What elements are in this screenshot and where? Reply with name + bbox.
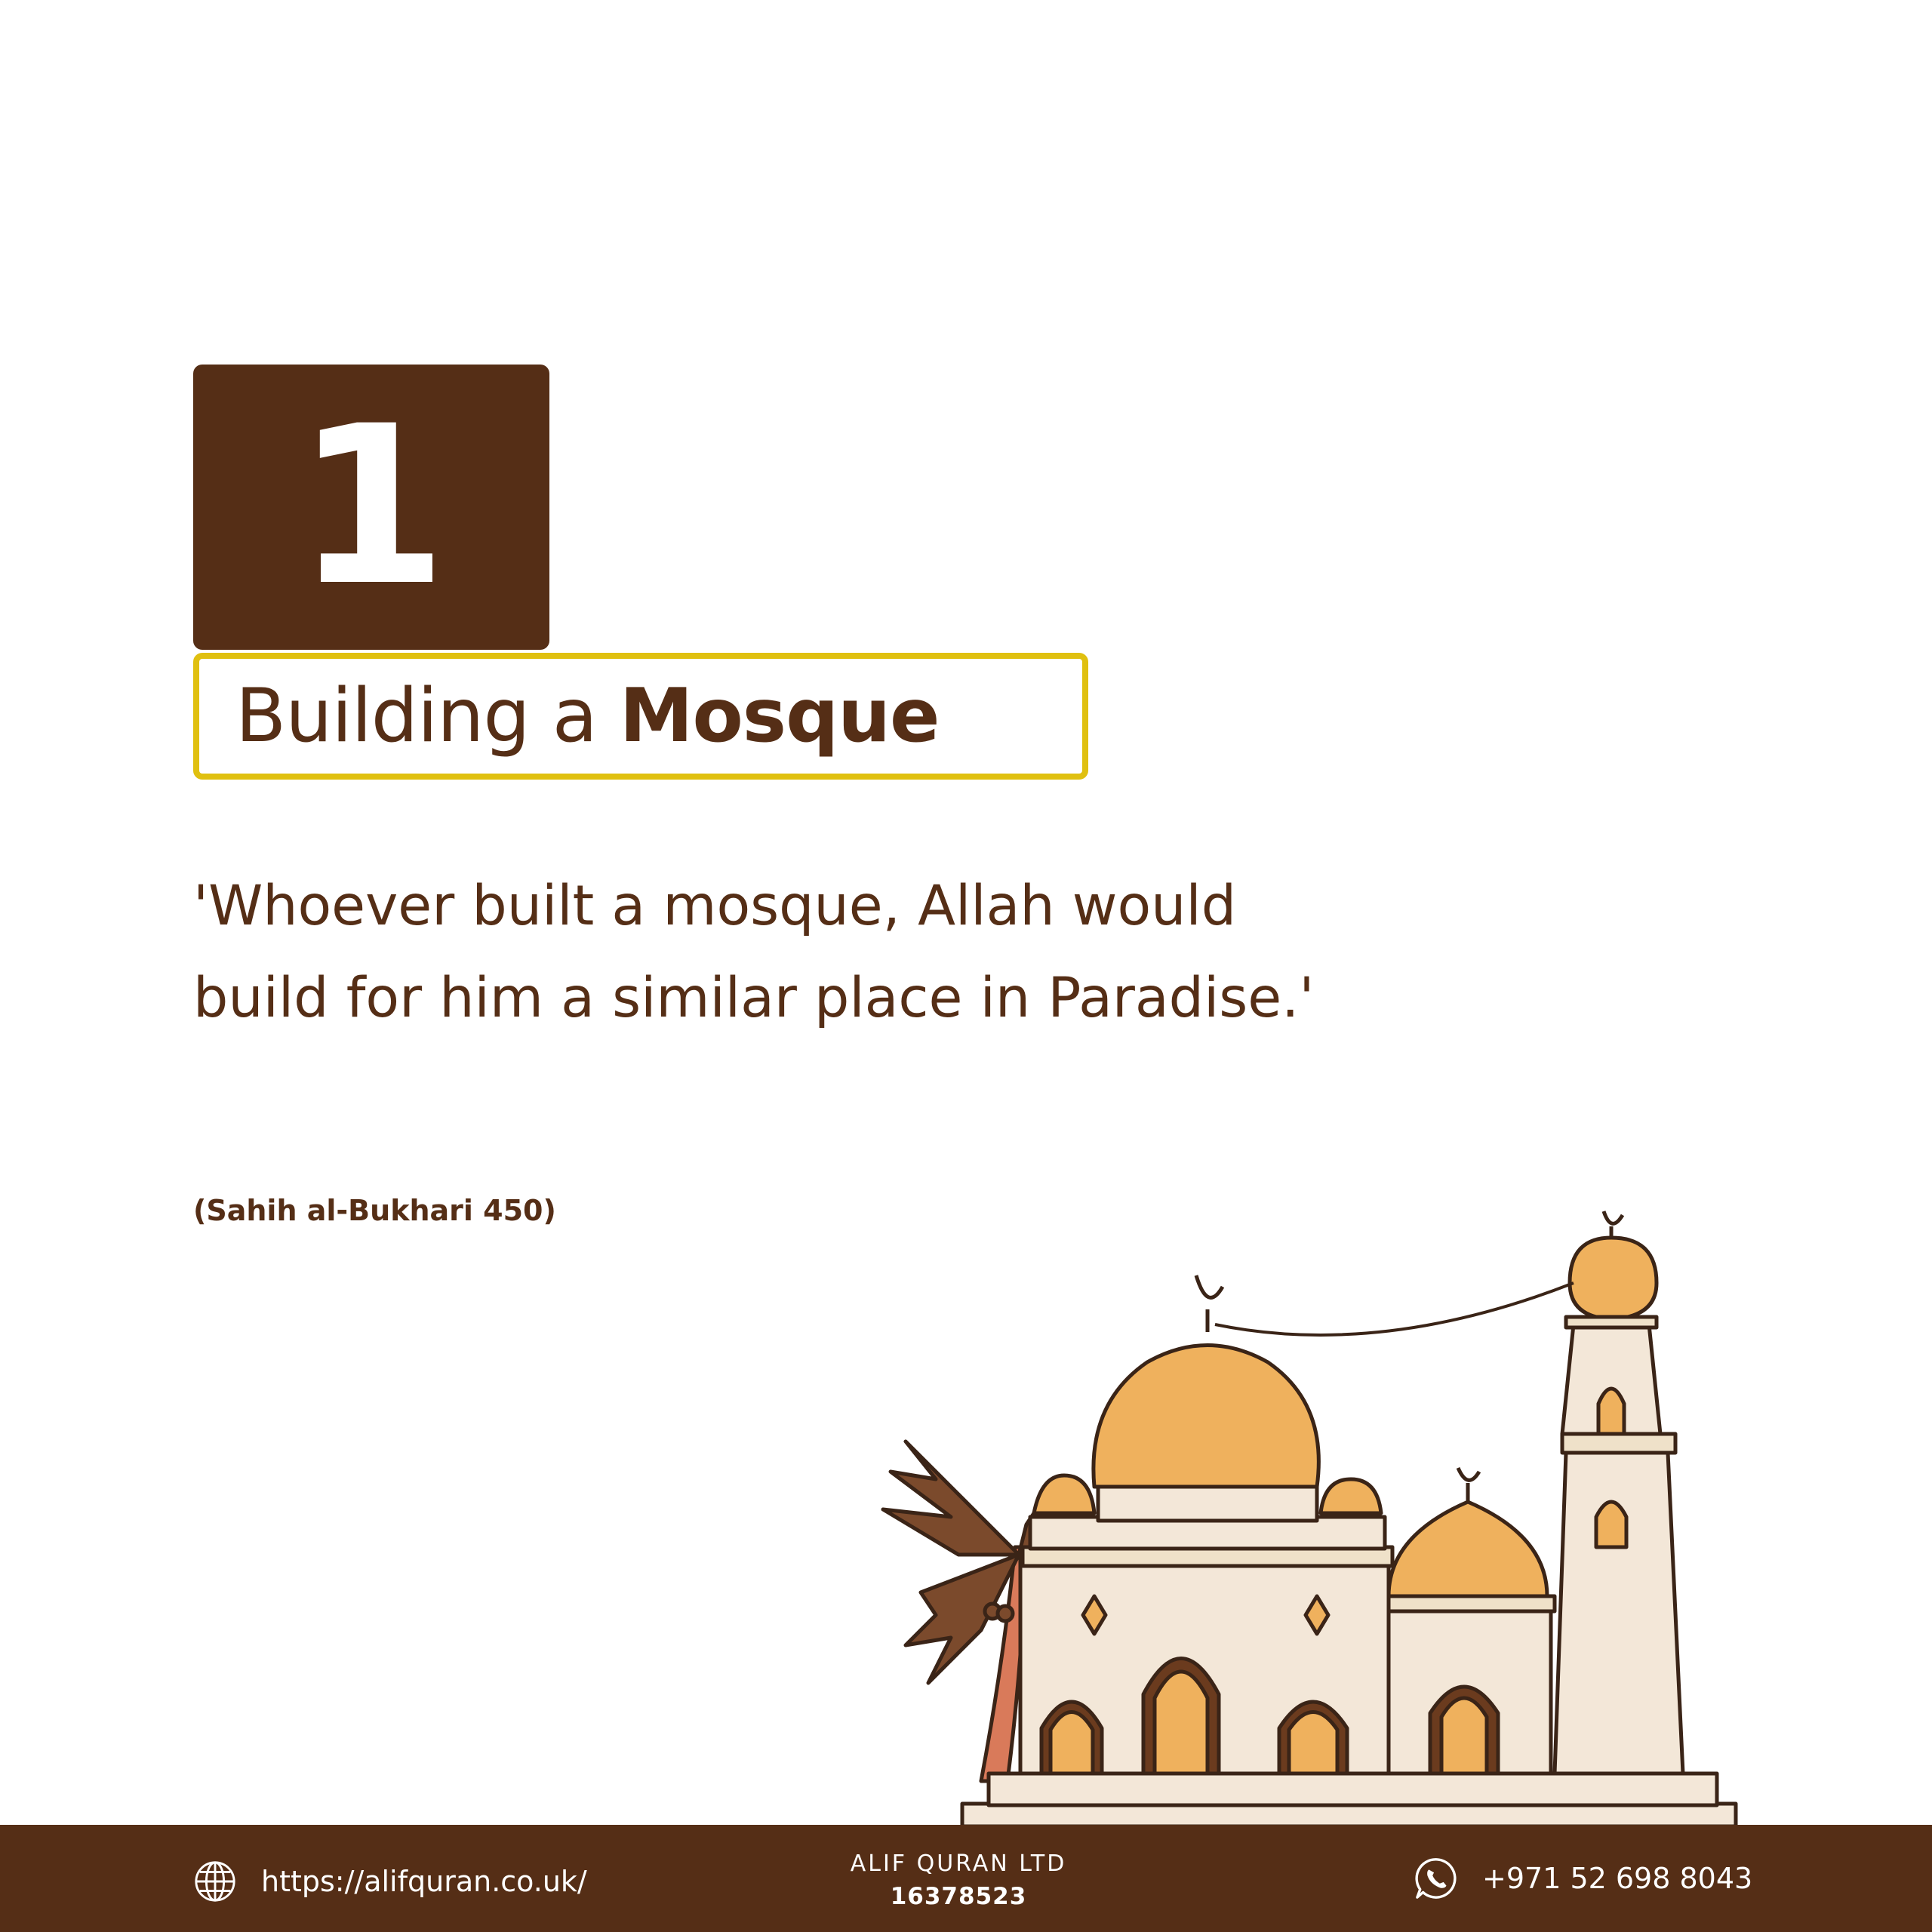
heading <box>235 673 940 759</box>
globe-icon <box>193 1860 237 1903</box>
registration-number: 16378523 <box>890 1883 1027 1910</box>
website-text[interactable]: https://alifquran.co.uk/ <box>261 1865 587 1898</box>
heading-bold: Mosque <box>619 673 940 759</box>
number-text: 1 <box>295 380 448 634</box>
number-badge <box>193 365 549 650</box>
website-link[interactable] <box>193 1860 587 1903</box>
phone-text[interactable]: +971 52 698 8043 <box>1482 1862 1753 1895</box>
palm-tree <box>883 1441 1041 1781</box>
company-info <box>845 1850 1072 1910</box>
phone-link[interactable] <box>1414 1857 1752 1900</box>
heading-regular: Building a <box>235 673 620 759</box>
title-box <box>193 653 1088 780</box>
hadith-reference: (Sahih al-Bukhari 450) <box>193 1194 556 1227</box>
hadith-quote: 'Whoever built a mosque, Allah would build for him a similar place in Paradise.' <box>193 874 1315 1030</box>
main-building <box>1020 1275 1392 1774</box>
minaret <box>1555 1211 1683 1774</box>
mosque-illustration <box>860 1192 1766 1826</box>
company-name: ALIF QURAN LTD <box>850 1850 1067 1877</box>
right-dome <box>1385 1468 1555 1774</box>
footer <box>0 1825 1932 1932</box>
whatsapp-icon <box>1414 1857 1458 1900</box>
